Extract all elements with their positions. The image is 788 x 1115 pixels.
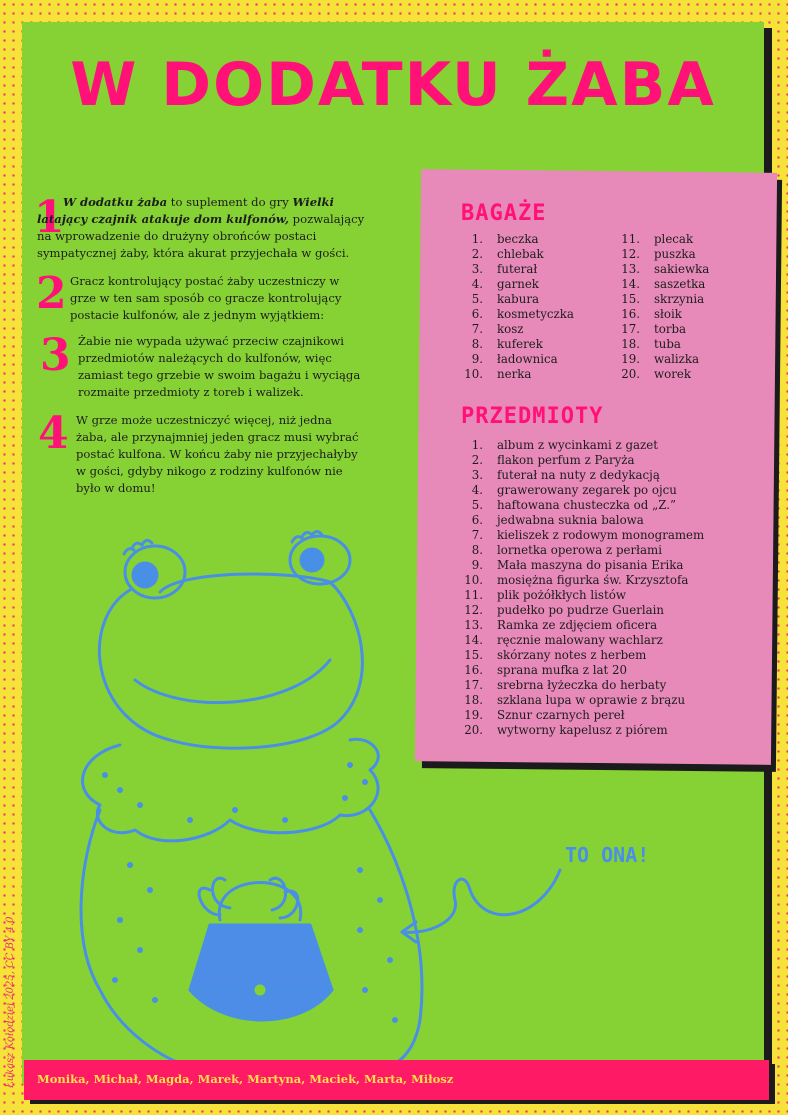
list-item-label: kosz	[497, 322, 524, 336]
list-item-label: kuferek	[497, 337, 543, 351]
list-item	[617, 262, 709, 277]
list-item-label: kabura	[497, 292, 540, 306]
list-item	[617, 232, 709, 247]
list-item-number: 11.	[621, 232, 640, 246]
list-item-number: 2.	[471, 247, 483, 261]
rule-3-number: 3	[40, 330, 71, 381]
list-item-label: lornetka operowa z perłami	[497, 543, 662, 557]
list-item-label: skrzynia	[654, 292, 705, 306]
rule-1-text-a: to suplement do gry	[167, 195, 293, 209]
list-item-number: 9.	[471, 352, 483, 366]
list-item-label: ręcznie malowany wachlarz	[497, 633, 663, 647]
rule-3-text: Żabie nie wypada używać przeciw czajnikowi przedmiotów należących do kulfonów, więc zamiast tego grzebie w swoim bagażu i wyciąga rozmaite przedmioty z toreb i walizek.	[78, 334, 361, 399]
list-item	[460, 322, 574, 337]
list-item-label: kieliszek z rodowym monogramem	[497, 528, 705, 542]
list-item	[617, 352, 709, 367]
list-item	[617, 277, 709, 292]
list-item-number: 17.	[621, 322, 640, 336]
przedmioty-title: PRZEDMIOTY	[461, 404, 604, 429]
list-item-label: puszka	[654, 247, 696, 261]
rule-4-number: 4	[38, 408, 69, 459]
list-item	[460, 277, 574, 292]
list-item-number: 8.	[471, 543, 483, 557]
list-item-number: 7.	[471, 322, 483, 336]
rule-2-text: Gracz kontrolujący postać żaby uczestniczy w grze w ten sam sposób co gracze kontrolujący postacie kulfonów, ale z jednym wyjątkiem:	[70, 274, 342, 322]
list-item-label: Sznur czarnych pereł	[497, 708, 625, 722]
list-item-label: beczka	[497, 232, 539, 246]
list-item-label: ładownica	[497, 352, 558, 366]
list-item-number: 6.	[471, 513, 483, 527]
footer-names: Monika, Michał, Magda, Marek, Martyna, Maciek, Marta, Miłosz	[37, 1072, 454, 1086]
list-item-number: 1.	[471, 438, 483, 452]
list-item-number: 14.	[621, 277, 640, 291]
list-item	[460, 262, 574, 277]
list-item-label: grawerowany zegarek po ojcu	[497, 483, 677, 497]
list-item-label: tuba	[654, 337, 681, 351]
list-item-number: 15.	[464, 648, 483, 662]
rule-1-lead: W dodatku żaba	[63, 195, 168, 209]
list-item-label: sakiewka	[654, 262, 710, 276]
list-item-number: 13.	[464, 618, 483, 632]
list-item-label: skórzany notes z herbem	[497, 648, 647, 662]
list-item-number: 20.	[621, 367, 640, 381]
list-item-number: 6.	[471, 307, 483, 321]
list-item	[617, 322, 709, 337]
list-item-number: 4.	[471, 483, 483, 497]
rule-1-text	[37, 194, 367, 262]
list-item-label: jedwabna suknia balowa	[497, 513, 644, 527]
list-item-number: 8.	[471, 337, 483, 351]
list-item-number: 1.	[471, 232, 483, 246]
list-item-number: 2.	[471, 453, 483, 467]
list-item-label: szklana lupa w oprawie z brązu	[497, 693, 686, 707]
list-item	[460, 247, 574, 262]
list-item-label: flakon perfum z Paryża	[497, 453, 635, 467]
list-item-number: 16.	[621, 307, 640, 321]
list-item-label: kosmetyczka	[497, 307, 574, 321]
list-item-number: 12.	[621, 247, 640, 261]
side-credit: Łukasz Kołodziej 2025, CC BY 4.0	[5, 916, 16, 1088]
list-item-number: 10.	[464, 573, 483, 587]
list-item-number: 3.	[471, 262, 483, 276]
list-item-label: torba	[654, 322, 687, 336]
list-item-label: garnek	[497, 277, 539, 291]
list-item	[460, 352, 574, 367]
list-item-label: słoik	[654, 307, 682, 321]
list-item-label: mosiężna figurka św. Krzysztofa	[497, 573, 689, 587]
list-item-label: walizka	[654, 352, 700, 366]
list-item-number: 9.	[471, 558, 483, 572]
list-item-number: 16.	[464, 663, 483, 677]
rule-1-number: 1	[34, 192, 65, 243]
list-item-number: 14.	[464, 633, 483, 647]
list-item-label: haftowana chusteczka od „Z.”	[497, 498, 676, 512]
list-item	[460, 483, 704, 498]
list-item	[460, 307, 574, 322]
list-item-number: 19.	[621, 352, 640, 366]
frog-illustration	[60, 520, 500, 1080]
list-item-number: 18.	[464, 693, 483, 707]
list-item-number: 3.	[471, 468, 483, 482]
list-item	[460, 367, 574, 382]
arrow-icon	[390, 860, 570, 950]
list-item-label: plik pożółkłych listów	[497, 588, 626, 602]
rule-1-game-title: Wielki latający czajnik atakuje dom kulfonów,	[37, 195, 334, 226]
list-item	[617, 337, 709, 352]
list-item-number: 20.	[464, 723, 483, 737]
list-item-label: saszetka	[654, 277, 706, 291]
list-item-label: nerka	[497, 367, 532, 381]
bagaze-list-col-2	[617, 232, 709, 382]
list-item-label: album z wycinkami z gazet	[497, 438, 658, 452]
list-item-label: Ramka ze zdjęciem oficera	[497, 618, 658, 632]
list-item-label: futerał na nuty z dedykacją	[497, 468, 660, 482]
list-item-label: Mała maszyna do pisania Erika	[497, 558, 684, 572]
list-item	[617, 247, 709, 262]
list-item-number: 17.	[464, 678, 483, 692]
list-item	[460, 337, 574, 352]
list-item-number: 5.	[471, 292, 483, 306]
list-item-number: 15.	[621, 292, 640, 306]
list-item	[460, 292, 574, 307]
list-item-label: futerał	[497, 262, 538, 276]
rule-2-number: 2	[36, 268, 67, 319]
list-item-number: 10.	[464, 367, 483, 381]
list-item	[460, 468, 704, 483]
list-item-label: chlebak	[497, 247, 544, 261]
list-item-number: 5.	[471, 498, 483, 512]
list-item	[617, 307, 709, 322]
list-item	[460, 498, 704, 513]
list-item	[460, 232, 574, 247]
list-item-number: 11.	[464, 588, 483, 602]
list-item-label: srebrna łyżeczka do herbaty	[497, 678, 667, 692]
list-item-label: pudełko po pudrze Guerlain	[497, 603, 665, 617]
list-item-number: 18.	[621, 337, 640, 351]
annotation-text: TO ONA!	[565, 843, 650, 867]
list-item-number: 12.	[464, 603, 483, 617]
list-item	[460, 438, 704, 453]
bagaze-title: BAGAŻE	[461, 201, 547, 226]
list-item-label: wytworny kapelusz z piórem	[497, 723, 668, 737]
footer-bar	[24, 1060, 769, 1100]
list-item-label: worek	[654, 367, 691, 381]
list-item-number: 13.	[621, 262, 640, 276]
list-item	[617, 367, 709, 382]
list-item	[617, 292, 709, 307]
list-item-number: 4.	[471, 277, 483, 291]
rule-4-text: W grze może uczestniczyć więcej, niż jedna żaba, ale przynajmniej jeden gracz musi wybrać postać kulfona. W końcu żaby nie przyjechałyby w gości, gdyby nikogo z rodziny kulfonów nie było w domu!	[76, 413, 359, 495]
list-item-number: 7.	[471, 528, 483, 542]
page-title: W DODATKU ŻABA	[70, 50, 716, 120]
list-item-number: 19.	[464, 708, 483, 722]
list-item-label: sprana mufka z lat 20	[497, 663, 628, 677]
bagaze-list-col-1	[460, 232, 574, 382]
list-item-label: plecak	[654, 232, 694, 246]
rule-1-text-b: pozwalający na wprowadzenie do drużyny obrońców postaci sympatycznej żaby, która akurat przyjechała w gości.	[37, 212, 365, 260]
list-item	[460, 453, 704, 468]
